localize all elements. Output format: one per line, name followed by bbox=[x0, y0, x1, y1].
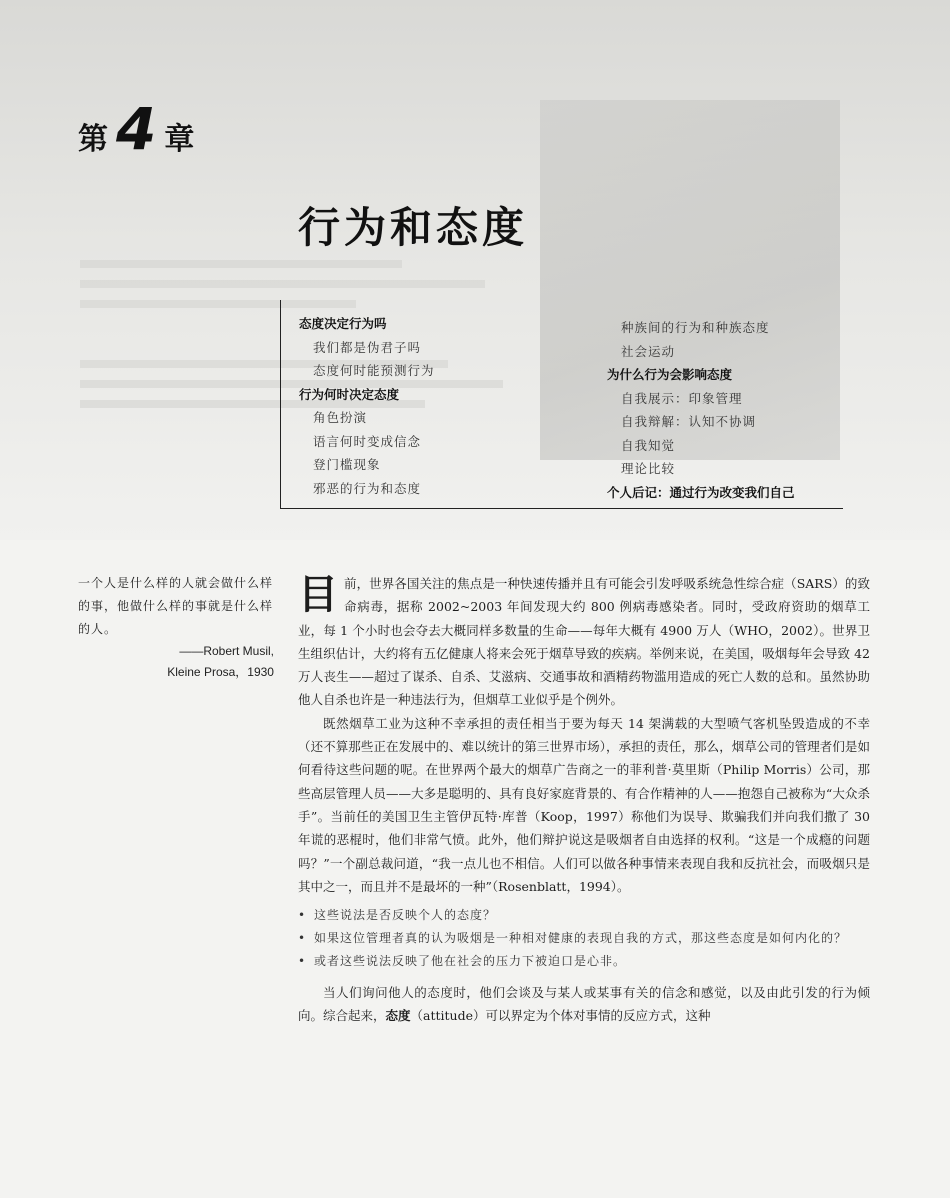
epigraph-quote: 一个人是什么样的人就会做什么样的事，他做什么样的事就是什么样的人。 bbox=[78, 576, 274, 636]
chapter-suffix: 章 bbox=[164, 122, 195, 157]
epigraph-author: ——Robert Musil, bbox=[179, 644, 274, 658]
outline-item: 理论比较 bbox=[621, 461, 676, 476]
outline-item: 语言何时变成信念 bbox=[313, 433, 422, 449]
outline-item: 为什么行为会影响态度 bbox=[607, 367, 733, 382]
outline-item: 行为何时决定态度 bbox=[299, 386, 400, 402]
paragraph-3-start: 当人们询问他人的态度时，他们会谈及与某人或某事有关的信念和感觉，以及由此引发的行为倾向。综合起来， bbox=[298, 985, 870, 1024]
list-item: • 或者这些说法反映了他在社会的压力下被迫口是心非。 bbox=[298, 950, 870, 973]
outline-column-left bbox=[299, 312, 435, 500]
outline-item: 种族间的行为和种族态度 bbox=[621, 320, 770, 335]
chapter-number: 4 bbox=[116, 95, 157, 163]
outline-column-right bbox=[607, 316, 795, 504]
epigraph bbox=[78, 572, 274, 683]
key-term: 态度 bbox=[385, 1008, 411, 1024]
outline-item: 角色扮演 bbox=[313, 410, 368, 425]
body-text bbox=[298, 572, 870, 1028]
outline-item: 态度何时能预测行为 bbox=[313, 363, 435, 378]
chapter-outline bbox=[280, 300, 843, 509]
chapter-heading bbox=[78, 95, 195, 163]
question-list bbox=[298, 904, 870, 973]
chapter-title: 行为和态度 bbox=[298, 203, 529, 252]
outline-item: 登门槛现象 bbox=[313, 457, 381, 472]
paragraph-1 bbox=[298, 572, 870, 712]
outline-item: 自我辩解：认知不协调 bbox=[621, 414, 757, 429]
outline-item: 态度决定行为吗 bbox=[299, 316, 387, 331]
outline-item: 自我知觉 bbox=[621, 437, 676, 453]
list-item: • 如果这位管理者真的认为吸烟是一种相对健康的表现自我的方式，那这些态度是如何内化的？ bbox=[298, 927, 870, 950]
chapter-prefix: 第 bbox=[78, 122, 108, 157]
outline-item: 自我展示：印象管理 bbox=[621, 390, 743, 406]
outline-item: 邪恶的行为和态度 bbox=[313, 480, 422, 496]
drop-cap: 目 bbox=[298, 572, 338, 618]
paragraph-1-text: 前，世界各国关注的焦点是一种快速传播并且有可能会引发呼吸系统急性综合症（SARS）的致命病毒，据称 2002~2003 年间发现大约 800 例病毒感染者。同时，受政府资助的烟草工业，每 1 个小时也会夺去大概同样多数量的生命——每年大概有 4900 万人（WHO，2002）。世界卫生组织估计，大约将有五亿健康人将来会死于烟草导致的疾病。举例来说，在美国，吸烟每年会导致 42 万人丧生——超过了谋杀、自杀、艾滋病、交通事故和酒精药物滥用造成的死亡人数的总和。虽然协助他人自杀也许是一种违法行为，但烟草工业似乎是个例外。 bbox=[298, 576, 870, 708]
outline-item: 社会运动 bbox=[621, 343, 676, 359]
paragraph-2: 既然烟草工业为这种不幸承担的责任相当于要为每天 14 架满载的大型喷气客机坠毁造成的不幸（还不算那些正在发展中的、难以统计的第三世界市场），承担的责任，那么，烟草公司的管理者们是如何看待这些问题的呢。在世界两个最大的烟草广告商之一的菲利普·莫里斯（Philip Morris）公司，那些高层管理人员——大多是聪明的、具有良好家庭背景的、有合作精神的人——抱怨自己被称为“大众杀手”。当前任的美国卫生主管伊瓦特·库普（Koop，1997）称他们为误导、欺骗我们并向我们撒了 30 年谎的恶棍时，他们非常气愤。此外，他们辩护说这是吸烟者自由选择的权利。“这是一个成瘾的问题吗？”一个副总裁问道，“我一点儿也不相信。人们可以做各种事情来表现自我和反抗社会，而吸烟只是其中之一，而且并不是最坏的一种”（Rosenblatt，1994）。 bbox=[298, 715, 870, 894]
outline-item: 我们都是伪君子吗 bbox=[313, 339, 422, 355]
outline-item: 个人后记：通过行为改变我们自己 bbox=[607, 484, 795, 500]
list-item: • 这些说法是否反映个人的态度？ bbox=[298, 904, 870, 927]
paragraph-3 bbox=[298, 981, 870, 1028]
paragraph-3-end: （attitude）可以界定为个体对事情的反应方式，这种 bbox=[410, 1008, 711, 1024]
epigraph-source: Kleine Prosa，1930 bbox=[167, 665, 274, 679]
